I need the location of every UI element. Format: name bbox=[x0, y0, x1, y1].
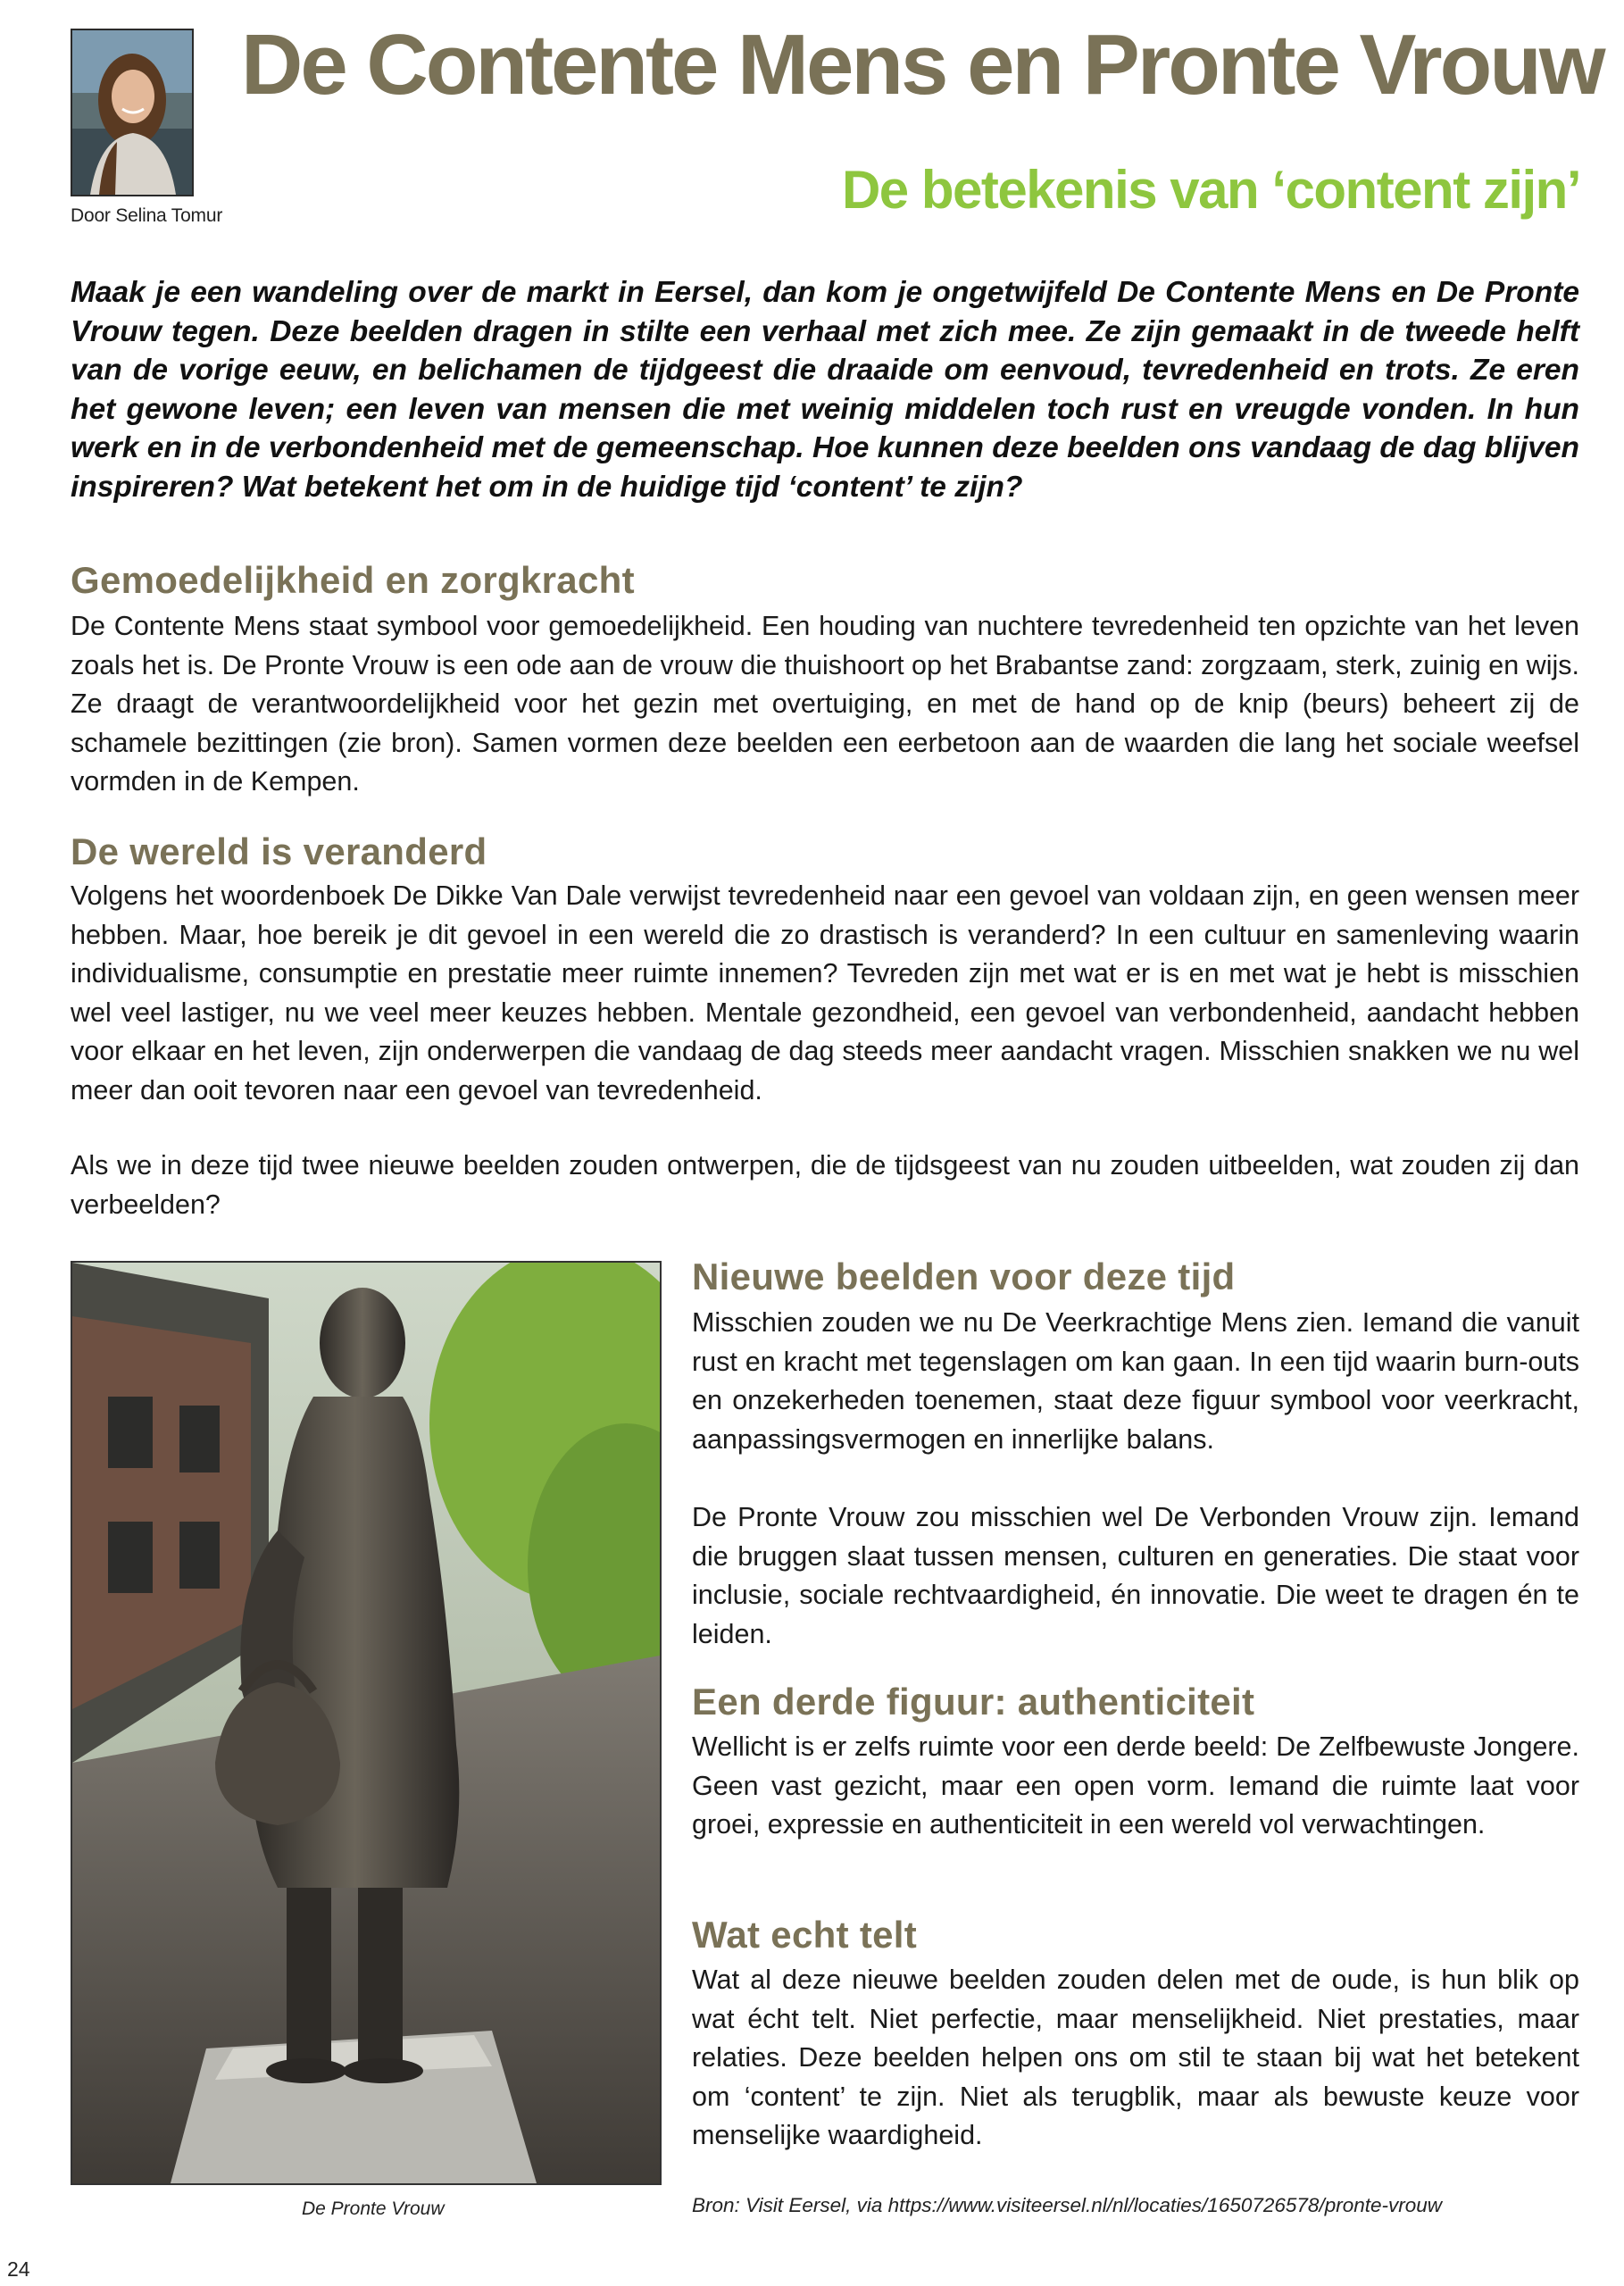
section-body: De Pronte Vrouw zou misschien wel De Verbonden Vrouw zijn. Iemand die bruggen slaat tussen mensen, culturen en generaties. Die staat voor inclusie, sociale rechtvaardigheid, én innovatie. Die weet te dragen én te leiden. bbox=[692, 1502, 1579, 1649]
section-body: Volgens het woordenboek De Dikke Van Dale verwijst tevredenheid naar een gevoel van voldaan zijn, en geen wensen meer hebben. Maar, hoe bereik je dit gevoel in een wereld die zo drastisch is veranderd? In een cultuur en samenleving waarin individualisme, consumptie en prestatie meer ruimte innemen? Tevreden zijn met wat er is en met wat je hebt is misschien wel veel lastiger, nu we veel meer keuzes hebben. Mentale gezondheid, een gevoel van verbondenheid, aandacht hebben voor elkaar en het leven, zijn onderwerpen die vandaag de dag steeds meer aandacht vragen. Misschien snakken we nu wel meer dan ooit tevoren naar een gevoel van tevredenheid. bbox=[71, 880, 1579, 1105]
statue-photo bbox=[71, 1261, 662, 2185]
intro-paragraph: Maak je een wandeling over de markt in Eersel, dan kom je ongetwijfeld De Contente Mens en De Pronte Vrouw tegen. Deze beelden dragen in stilte een verhaal met zich mee. Ze zijn gemaakt in de tweede helft van de vorige eeuw, en belichamen de tijdgeest die draaide om eenvoud, tevredenheid en trots. Ze eren het gewone leven; een leven van mensen die met weinig middelen toch rust en vreugde vonden. In hun werk en in de verbondenheid met de gemeenschap. Hoe kunnen deze beelden ons vandaag de dag blijven inspireren? Wat betekent het om in de huidige tijd ‘content’ te zijn? bbox=[71, 276, 1579, 504]
page-title: De Contente Mens en Pronte Vrouw bbox=[241, 17, 1603, 113]
section-body: Misschien zouden we nu De Veerkrachtige Mens zien. Iemand die vanuit rust en kracht met tegenslagen om kan gaan. In een tijd waarin burn-outs en onzekerheden toenemen, staat deze figuur symbool voor veerkracht, aanpassingsvermogen en innerlijke balans. bbox=[692, 1307, 1579, 1455]
photo-caption: De Pronte Vrouw bbox=[302, 2198, 445, 2219]
section-heading: Nieuwe beelden voor deze tijd bbox=[692, 1256, 1236, 1297]
section-heading: Een derde figuur: authenticiteit bbox=[692, 1681, 1255, 1723]
page-subtitle: De betekenis van ‘content zijn’ bbox=[841, 160, 1580, 220]
author-byline: Door Selina Tomur bbox=[71, 205, 223, 226]
section-body: De Contente Mens staat symbool voor gemoedelijkheid. Een houding van nuchtere tevredenheid ten opzichte van het leven zoals het is. De Pronte Vrouw is een ode aan de vrouw die thuishoort op het Brabantse zand: zorgzaam, sterk, zuinig en wijs. Ze draagt de verantwoordelijkheid voor het gezin met overtuiging, en met de hand op de knip (beurs) beheert zij de schamele bezittingen (zie bron). Samen vormen deze beelden een eerbetoon aan de waarden die lang het sociale weefsel vormden in de Kempen. bbox=[71, 611, 1579, 797]
page-number: 24 bbox=[7, 2257, 30, 2281]
section-body: Wellicht is er zelfs ruimte voor een derde beeld: De Zelfbewuste Jongere. Geen vast gezicht, maar een open vorm. Iemand die ruimte laat voor groei, expressie en authenticiteit in een wereld vol verwachtingen. bbox=[692, 1731, 1579, 1840]
section-heading: Wat echt telt bbox=[692, 1914, 918, 1956]
author-photo bbox=[71, 29, 194, 196]
section-heading: De wereld is veranderd bbox=[71, 830, 487, 872]
statue-image bbox=[72, 1263, 660, 2183]
source-citation: Bron: Visit Eersel, via https://www.visiteersel.nl/nl/locaties/1650726578/pronte-vrouw bbox=[692, 2194, 1443, 2216]
section-heading: Gemoedelijkheid en zorgkracht bbox=[71, 559, 635, 601]
section-body: Als we in deze tijd twee nieuwe beelden zouden ontwerpen, die de tijdsgeest van nu zouden uitbeelden, wat zouden zij dan verbeelden? bbox=[71, 1150, 1579, 1220]
section-body: Wat al deze nieuwe beelden zouden delen met de oude, is hun blik op wat écht telt. Niet perfectie, maar menselijkheid. Niet prestaties, maar relaties. Deze beelden helpen ons om stil te staan bij wat het betekent om ‘content’ te zijn. Niet als terugblik, maar als bewuste keuze voor menselijke waardigheid. bbox=[692, 1965, 1579, 2150]
author-portrait-image bbox=[72, 30, 192, 195]
